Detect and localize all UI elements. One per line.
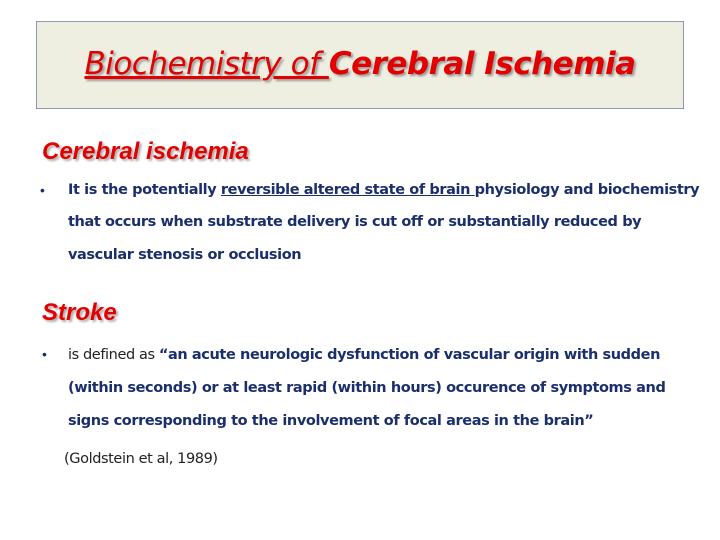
quoted-text: “an acute neurologic dysfunction of vascular origin with sudden (158, 347, 660, 363)
text-segment: is defined as (68, 347, 159, 363)
title-part1: Biochemistry of (84, 46, 329, 82)
underlined-text: reversible altered state of brain (220, 182, 475, 198)
text-segment: It is the potentially (68, 182, 221, 198)
definition-line-1 (68, 182, 699, 198)
stroke-line-2: (within seconds) or at least rapid (within hours) occurence of symptoms and (68, 380, 666, 396)
title-box (36, 21, 684, 109)
bullet-marker: • (42, 346, 47, 362)
citation: (Goldstein et al, 1989) (64, 451, 218, 467)
stroke-line-3: signs corresponding to the involvement of focal areas in the brain” (68, 413, 594, 429)
slide-title (37, 46, 683, 82)
heading-stroke: Stroke (42, 299, 117, 326)
definition-line-3: vascular stenosis or occlusion (68, 247, 302, 263)
text-segment: physiology and biochemistry (474, 182, 700, 198)
definition-line-2: that occurs when substrate delivery is cut off or substantially reduced by (68, 214, 642, 230)
stroke-line-1 (68, 347, 660, 363)
title-part2: Cerebral Ischemia (328, 46, 636, 82)
heading-cerebral-ischemia: Cerebral ischemia (42, 138, 249, 165)
bullet-marker: • (40, 182, 45, 198)
